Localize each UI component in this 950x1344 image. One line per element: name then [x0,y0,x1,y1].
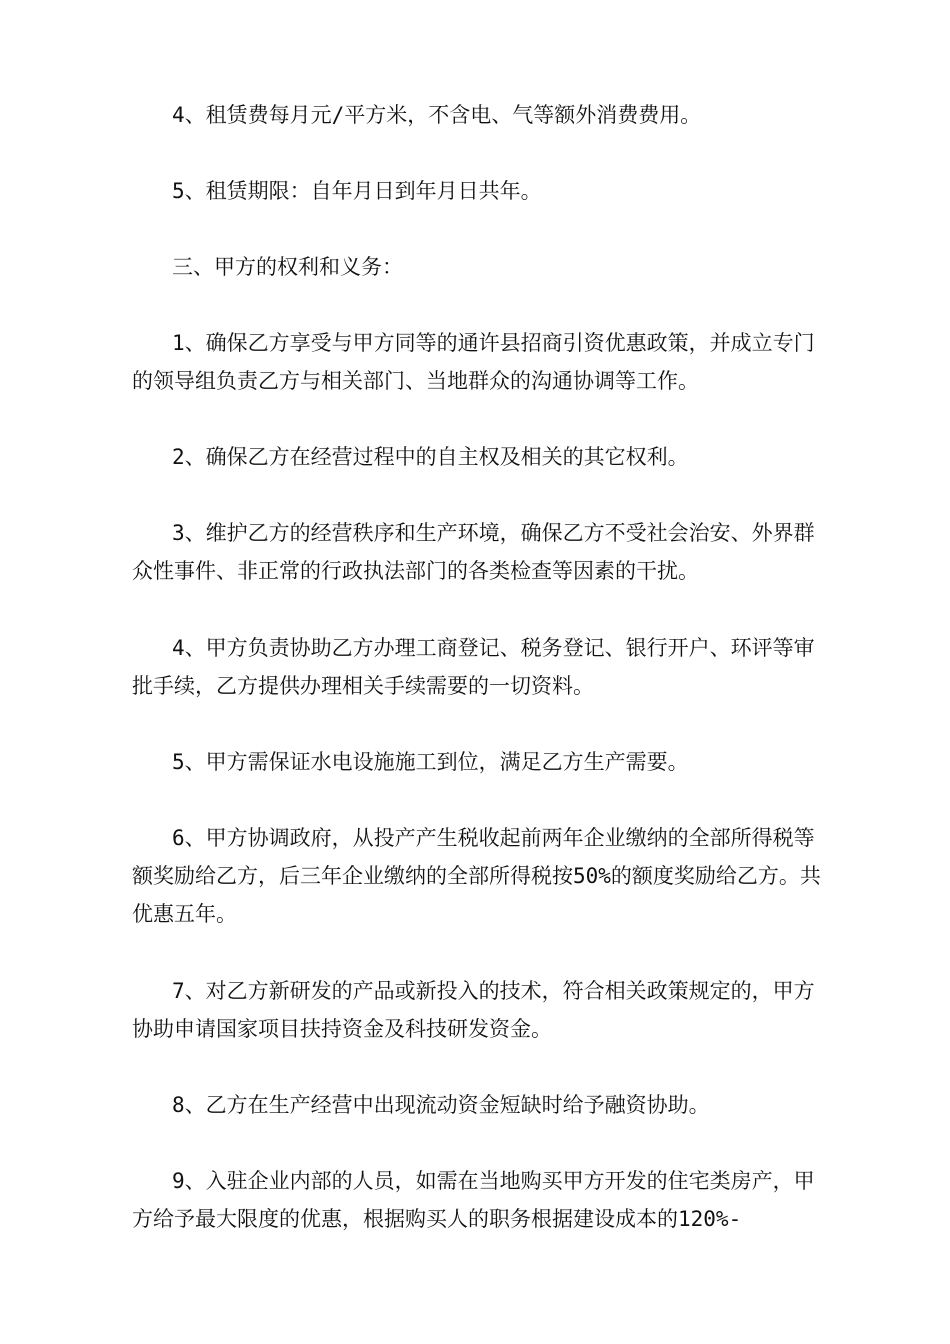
paragraph-lease-term [132,172,822,210]
paragraph-text: 3、维护乙方的经营秩序和生产环境，确保乙方不受社会治安、外界群众性事件、非正常的行政执法部门的各类检查等因素的干扰。 [132,521,815,583]
paragraph-right-1 [132,324,822,400]
paragraph-text: 5、甲方需保证水电设施施工到位，满足乙方生产需要。 [172,750,689,774]
heading-text: 三、甲方的权利和义务： [172,255,403,279]
paragraph-right-9 [132,1162,822,1238]
paragraph-text: 1、确保乙方享受与甲方同等的通许县招商引资优惠政策，并成立专门的领导组负责乙方与相关部门、当地群众的沟通协调等工作。 [132,331,815,393]
paragraph-text: 5、租赁期限：自年月日到年月日共年。 [172,179,542,203]
paragraph-text: 8、乙方在生产经营中出现流动资金短缺时给予融资协助。 [172,1093,710,1117]
paragraph-right-6 [132,819,822,933]
paragraph-rent-fee [132,96,822,134]
paragraph-right-5 [132,743,822,781]
paragraph-text: 4、甲方负责协助乙方办理工商登记、税务登记、银行开户、环评等审批手续，乙方提供办理相关手续需要的一切资料。 [132,636,815,698]
paragraph-text: 6、甲方协调政府，从投产产生税收起前两年企业缴纳的全部所得税等额奖励给乙方，后三年企业缴纳的全部所得税按50%的额度奖励给乙方。共优惠五年。 [132,826,821,926]
paragraph-text: 9、入驻企业内部的人员，如需在当地购买甲方开发的住宅类房产，甲方给予最大限度的优惠，根据购买人的职务根据建设成本的120%- [132,1169,815,1231]
paragraph-right-3 [132,514,822,590]
paragraph-text: 2、确保乙方在经营过程中的自主权及相关的其它权利。 [172,445,689,469]
paragraph-text: 7、对乙方新研发的产品或新投入的技术，符合相关政策规定的，甲方协助申请国家项目扶持资金及科技研发资金。 [132,979,815,1041]
paragraph-right-8 [132,1086,822,1124]
paragraph-right-2 [132,438,822,476]
paragraph-text: 4、租赁费每月元/平方米，不含电、气等额外消费费用。 [172,103,702,127]
paragraph-right-7 [132,972,822,1048]
section-heading [132,248,822,286]
paragraph-right-4 [132,629,822,705]
